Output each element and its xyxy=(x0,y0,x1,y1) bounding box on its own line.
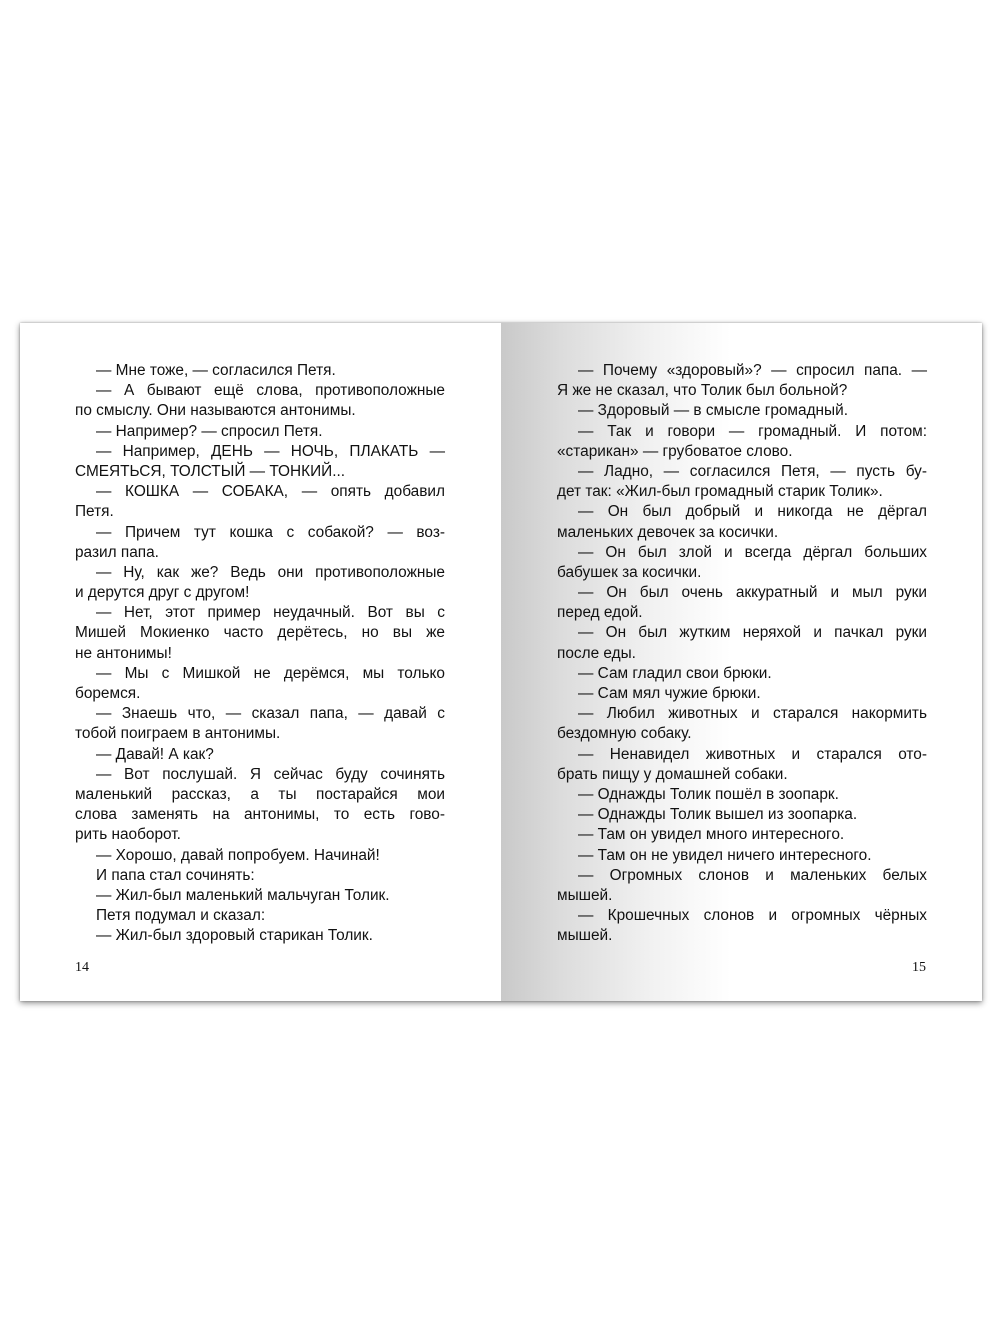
text-line: мышей. xyxy=(557,886,613,904)
text-line: — Ну, как же? Ведь они противоположные xyxy=(96,563,445,581)
text-line: — Там он не увидел ничего интересного. xyxy=(578,846,872,864)
text-line: слова заменять на антонимы, то есть гово- xyxy=(75,806,445,824)
left-page xyxy=(20,323,501,1001)
text-line: — Почему «здоровый»? — спросил папа. — xyxy=(578,362,927,379)
text-line: И папа стал сочинять: xyxy=(96,866,255,884)
text-line: бабушек за косички. xyxy=(557,563,702,581)
text-line: — Крошечных слонов и огромных чёрных xyxy=(578,907,927,925)
text-line: — Вот послушай. Я сейчас буду сочинять xyxy=(96,765,445,783)
text-line: — Сам мял чужие брюки. xyxy=(578,685,761,702)
page-number-right: 15 xyxy=(912,960,926,975)
text-line: — Давай! А как? xyxy=(96,745,214,763)
text-line: — КОШКА — СОБАКА, — опять добавил xyxy=(96,483,445,501)
text-line: — Однажды Толик пошёл в зоопарк. xyxy=(578,785,839,803)
text-line: «старикан» — грубоватое слово. xyxy=(557,442,793,460)
text-line: Мишей Мокиенко часто дерётесь, но вы же xyxy=(75,624,445,642)
text-line: — А бывают ещё слова, противоположные xyxy=(96,382,445,400)
text-line: не антонимы! xyxy=(75,644,172,662)
text-line: перед едой. xyxy=(557,604,643,622)
text-line: — Любил животных и старался накормить xyxy=(578,705,927,723)
text-line: — Ладно, — согласился Петя, — пусть бу- xyxy=(578,462,927,480)
text-line: — Там он увидел много интересного. xyxy=(578,826,845,844)
text-line: дет так: «Жил-был громадный старик Толик». xyxy=(557,483,883,501)
text-line: разил папа. xyxy=(75,543,159,561)
page-number-left: 14 xyxy=(75,960,89,975)
text-line: — Здоровый — в смысле громадный. xyxy=(578,402,848,420)
text-line: — Например, ДЕНЬ — НОЧЬ, ПЛАКАТЬ — xyxy=(96,442,445,460)
left-page-text xyxy=(75,361,445,946)
text-line: — Хорошо, давай попробуем. Начинай! xyxy=(96,846,380,864)
text-line: бездомную собаку. xyxy=(557,725,692,743)
text-line: Петя. xyxy=(75,503,114,521)
text-line: мышей. xyxy=(557,927,613,945)
text-line: и дерутся друг с другом! xyxy=(75,584,250,602)
text-line: — Например? — спросил Петя. xyxy=(96,422,323,440)
text-line: рить наоборот. xyxy=(75,826,181,844)
text-line: тобой поиграем в антонимы. xyxy=(75,725,281,743)
text-line: боремся. xyxy=(75,685,141,702)
text-line: — Он был жутким неряхой и пачкал руки xyxy=(578,624,927,642)
text-line: — Он был добрый и никогда не дёргал xyxy=(578,503,927,521)
text-line: — Знаешь что, — сказал папа, — давай с xyxy=(96,705,445,723)
text-line: — Нет, этот пример неудачный. Вот вы с xyxy=(96,604,445,622)
text-line: — Ненавидел животных и старался ото- xyxy=(578,745,927,763)
text-line: — Сам гладил свои брюки. xyxy=(578,664,772,682)
text-line: — Жил-был здоровый старикан Толик. xyxy=(96,927,373,945)
text-line: по смыслу. Они называются антонимы. xyxy=(75,402,356,420)
text-line: СМЕЯТЬСЯ, ТОЛСТЫЙ — ТОНКИЙ... xyxy=(75,462,346,480)
right-page xyxy=(501,323,982,1001)
text-line: Петя подумал и сказал: xyxy=(96,907,266,925)
text-line: — Жил-был маленький мальчуган Толик. xyxy=(96,886,390,904)
text-line: после еды. xyxy=(557,644,636,662)
text-line: — Он был злой и всегда дёргал больших xyxy=(578,543,927,561)
text-line: маленьких девочек за косички. xyxy=(557,523,779,541)
text-line: — Однажды Толик вышел из зоопарка. xyxy=(578,806,858,824)
right-page-text xyxy=(557,361,927,946)
book-spread xyxy=(20,323,982,1001)
text-line: — Огромных слонов и маленьких белых xyxy=(578,866,927,884)
text-line: брать пищу у домашней собаки. xyxy=(557,765,788,783)
text-line: — Мне тоже, — согласился Петя. xyxy=(96,362,336,379)
text-line: — Мы с Мишкой не дерёмся, мы только xyxy=(96,664,445,682)
text-line: маленький рассказ, а ты постарайся мои xyxy=(75,785,445,803)
text-line: Я же не сказал, что Толик был больной? xyxy=(557,382,848,400)
text-line: — Так и говори — громадный. И потом: xyxy=(578,422,927,440)
text-line: — Причем тут кошка с собакой? — воз- xyxy=(96,523,445,541)
text-line: — Он был очень аккуратный и мыл руки xyxy=(578,584,927,602)
